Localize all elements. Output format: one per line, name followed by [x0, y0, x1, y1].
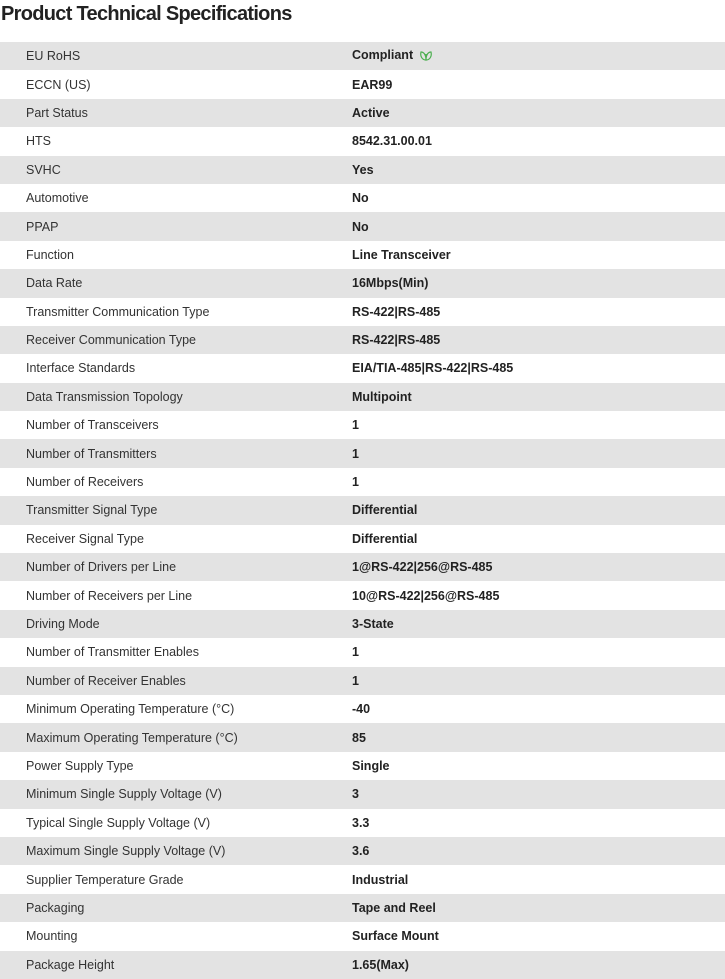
page-title: Product Technical Specifications — [1, 3, 292, 25]
spec-value: 1.65(Max) — [352, 957, 409, 972]
spec-value: 1 — [352, 418, 359, 433]
spec-row-mounting — [0, 922, 725, 950]
spec-value: Multipoint — [352, 389, 412, 404]
spec-value: Differential — [352, 503, 418, 518]
spec-label: Mounting — [26, 929, 78, 944]
spec-row-function — [0, 241, 725, 269]
spec-row-data-transmission-topology — [0, 383, 725, 411]
spec-label: Maximum Operating Temperature (°C) — [26, 730, 238, 745]
spec-row-driving-mode — [0, 610, 725, 638]
spec-row-package-height — [0, 951, 725, 979]
spec-label: Data Rate — [26, 276, 83, 291]
spec-value: EIA/TIA-485|RS-422|RS-485 — [352, 361, 514, 376]
spec-value: 1 — [352, 673, 359, 688]
spec-row-power-supply-type — [0, 752, 725, 780]
spec-row-svhc — [0, 156, 725, 184]
spec-row-ppap — [0, 212, 725, 240]
spec-row-number-of-transmitter-enables — [0, 638, 725, 666]
spec-value: RS-422|RS-485 — [352, 304, 441, 319]
spec-value: 1 — [352, 475, 359, 490]
spec-row-receiver-signal-type — [0, 525, 725, 553]
spec-label: Transmitter Signal Type — [26, 503, 158, 518]
spec-row-maximum-operating-temperature — [0, 723, 725, 751]
spec-label: Supplier Temperature Grade — [26, 872, 184, 887]
spec-value: 10@RS-422|256@RS-485 — [352, 588, 500, 603]
spec-row-hts — [0, 127, 725, 155]
spec-label: HTS — [26, 134, 51, 149]
spec-row-interface-standards — [0, 354, 725, 382]
spec-row-typical-single-supply-voltage — [0, 809, 725, 837]
spec-label: SVHC — [26, 162, 61, 177]
spec-label: Number of Receivers per Line — [26, 588, 193, 603]
spec-value: 1 — [352, 645, 359, 660]
spec-table-body — [0, 42, 725, 979]
spec-label: Number of Transmitter Enables — [26, 645, 199, 660]
spec-label: Data Transmission Topology — [26, 389, 183, 404]
spec-row-number-of-receiver-enables — [0, 667, 725, 695]
spec-value: Active — [352, 105, 390, 120]
spec-value: 1@RS-422|256@RS-485 — [352, 560, 493, 575]
spec-label: PPAP — [26, 219, 59, 234]
spec-table — [0, 42, 725, 979]
spec-label: Packaging — [26, 900, 85, 915]
spec-value: Industrial — [352, 872, 409, 887]
spec-value: Differential — [352, 531, 418, 546]
spec-label: ECCN (US) — [26, 77, 91, 92]
leaf-icon — [419, 50, 433, 64]
spec-label: Number of Transceivers — [26, 418, 159, 433]
spec-value: RS-422|RS-485 — [352, 333, 441, 348]
spec-value: Tape and Reel — [352, 900, 436, 915]
spec-label: Typical Single Supply Voltage (V) — [26, 815, 211, 830]
spec-row-part-status — [0, 99, 725, 127]
spec-label: Driving Mode — [26, 617, 100, 631]
spec-label: Package Height — [26, 957, 115, 972]
spec-row-minimum-single-supply-voltage — [0, 780, 725, 808]
spec-label: Power Supply Type — [26, 758, 134, 773]
spec-row-eu-rohs — [0, 42, 725, 70]
spec-value: Line Transceiver — [352, 247, 451, 262]
spec-value: 1 — [352, 446, 359, 461]
spec-row-minimum-operating-temperature — [0, 695, 725, 723]
spec-value: 3-State — [352, 617, 394, 631]
spec-row-number-of-transceivers — [0, 411, 725, 439]
spec-label: Number of Receiver Enables — [26, 673, 186, 688]
spec-value: Surface Mount — [352, 929, 439, 944]
spec-label: Receiver Signal Type — [26, 531, 144, 546]
spec-value: 3.3 — [352, 815, 370, 830]
spec-value-cell — [352, 42, 725, 70]
spec-row-eccn — [0, 70, 725, 98]
spec-value: Compliant — [352, 48, 414, 63]
spec-label: Transmitter Communication Type — [26, 304, 210, 319]
spec-value: No — [352, 191, 369, 206]
spec-value: EAR99 — [352, 77, 393, 92]
spec-row-number-of-transmitters — [0, 439, 725, 467]
spec-row-transmitter-communication-type — [0, 298, 725, 326]
spec-label: Number of Receivers — [26, 475, 144, 490]
spec-row-packaging — [0, 894, 725, 922]
spec-label: EU RoHS — [26, 49, 81, 64]
spec-value: No — [352, 219, 369, 234]
spec-row-receiver-communication-type — [0, 326, 725, 354]
spec-value: 16Mbps(Min) — [352, 276, 429, 291]
spec-label: Automotive — [26, 191, 89, 206]
spec-value: -40 — [352, 702, 371, 717]
spec-label: Number of Drivers per Line — [26, 560, 177, 575]
spec-value: 85 — [352, 730, 366, 745]
spec-row-data-rate — [0, 269, 725, 297]
spec-label: Function — [26, 247, 74, 262]
spec-value: 3 — [352, 787, 359, 802]
spec-value: 3.6 — [352, 844, 370, 859]
spec-row-transmitter-signal-type — [0, 496, 725, 524]
spec-label: Maximum Single Supply Voltage (V) — [26, 844, 226, 859]
spec-row-number-of-receivers — [0, 468, 725, 496]
spec-label: Number of Transmitters — [26, 446, 157, 461]
spec-row-automotive — [0, 184, 725, 212]
spec-row-number-of-receivers-per-line — [0, 581, 725, 609]
spec-value: Yes — [352, 162, 374, 177]
spec-value: 8542.31.00.01 — [352, 134, 432, 149]
spec-label: Interface Standards — [26, 361, 136, 376]
spec-label: Receiver Communication Type — [26, 333, 196, 348]
spec-row-maximum-single-supply-voltage — [0, 837, 725, 865]
spec-label: Minimum Operating Temperature (°C) — [26, 702, 235, 717]
spec-label: Minimum Single Supply Voltage (V) — [26, 787, 222, 802]
spec-row-number-of-drivers-per-line — [0, 553, 725, 581]
spec-label: Part Status — [26, 105, 88, 120]
spec-value: Single — [352, 758, 390, 773]
spec-row-supplier-temperature-grade — [0, 865, 725, 893]
